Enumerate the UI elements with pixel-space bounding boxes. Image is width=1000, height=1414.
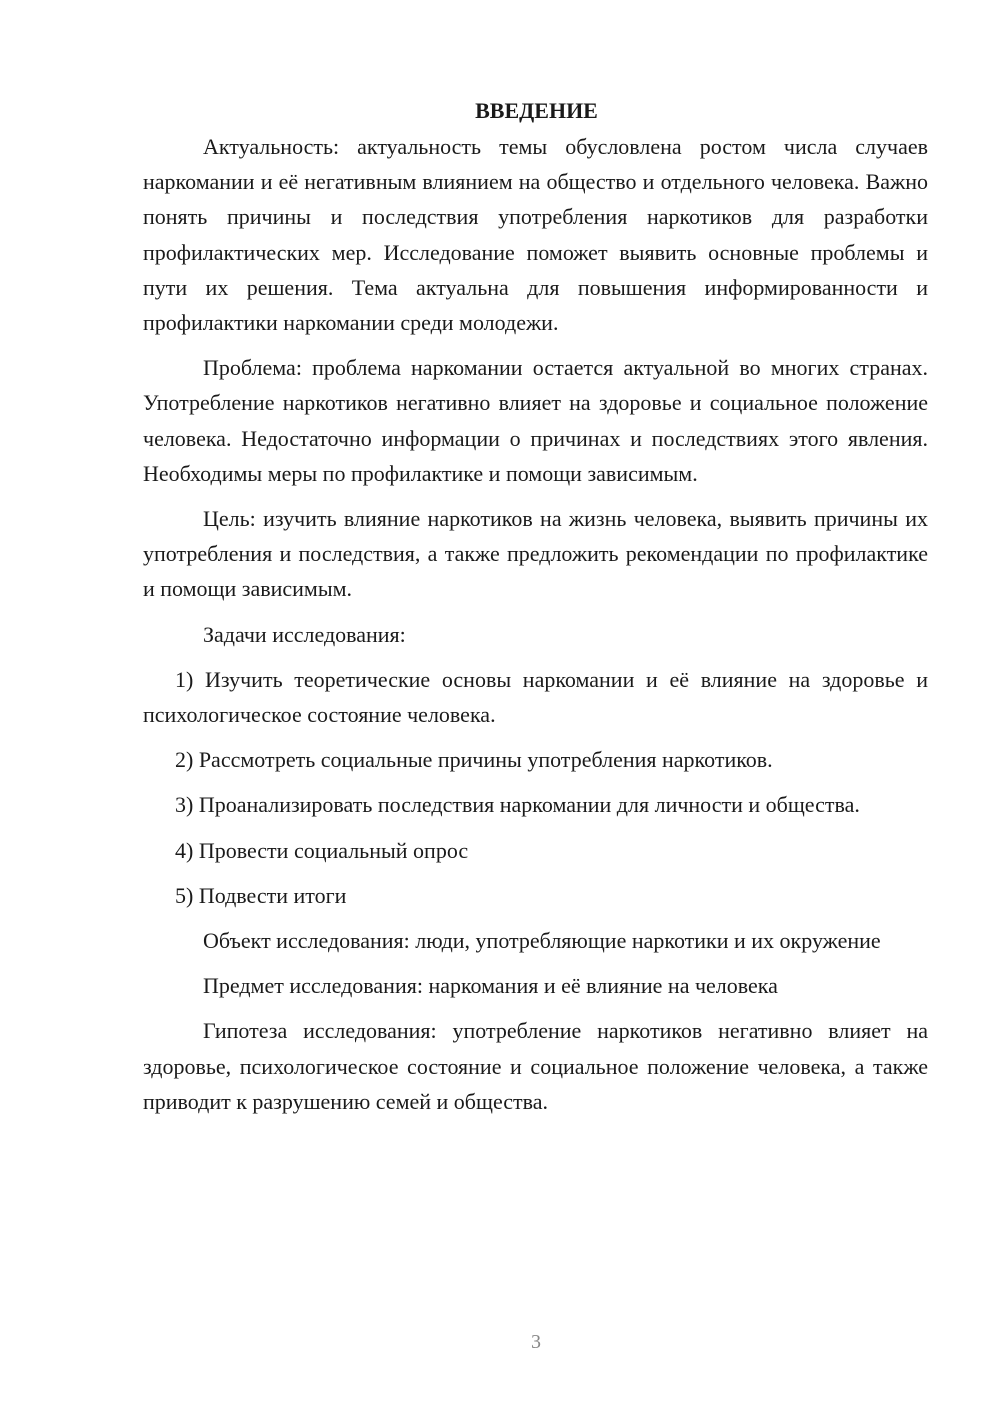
paragraph-problem: Проблема: проблема наркомании остается актуальной во многих странах. Употребление наркотиков негативно влияет на здоровье и социальное положение человека. Недостаточно информации о причинах и последствиях этого явления. Необходимы меры по профилактике и помощи зависимым. <box>143 355 928 486</box>
paragraph-tasks-heading: Задачи исследования: <box>203 621 406 647</box>
list-item: 4) Провести социальный опрос <box>175 837 469 863</box>
paragraph-object: Объект исследования: люди, употребляющие наркотики и их окружение <box>203 928 881 954</box>
list-item: 1) Изучить теоретические основы наркомании и её влияние на здоровье и психологическое состояние человека. <box>143 666 928 728</box>
paragraph-hypothesis: Гипотеза исследования: употребление наркотиков негативно влияет на здоровье, психологическое состояние и социальное положение человека, а также приводит к разрушению семей и общества. <box>143 1018 928 1114</box>
paragraph-relevance: Актуальность: актуальность темы обусловлена ростом числа случаев наркомании и её негативным влиянием на общество и отдельного человека. Важно понять причины и последствия употребления наркотиков для разработки профилактических мер. Исследование поможет выявить основные проблемы и пути их решения. Тема актуальна для повышения информированности и профилактики наркомании среди молодежи. <box>143 134 928 336</box>
task-list <box>143 662 928 913</box>
page-number: 3 <box>531 1331 541 1353</box>
document-page <box>143 93 928 1129</box>
paragraph-subject: Предмет исследования: наркомания и её влияние на человека <box>203 973 778 999</box>
list-item: 5) Подвести итоги <box>175 882 347 908</box>
page-title: ВВЕДЕНИЕ <box>475 98 598 123</box>
paragraph-goal: Цель: изучить влияние наркотиков на жизнь человека, выявить причины их употребления и последствия, а также предложить рекомендации по профилактике и помощи зависимым. <box>143 506 928 602</box>
list-item: 2) Рассмотреть социальные причины употребления наркотиков. <box>175 747 773 773</box>
list-item: 3) Проанализировать последствия наркомании для личности и общества. <box>175 792 860 818</box>
